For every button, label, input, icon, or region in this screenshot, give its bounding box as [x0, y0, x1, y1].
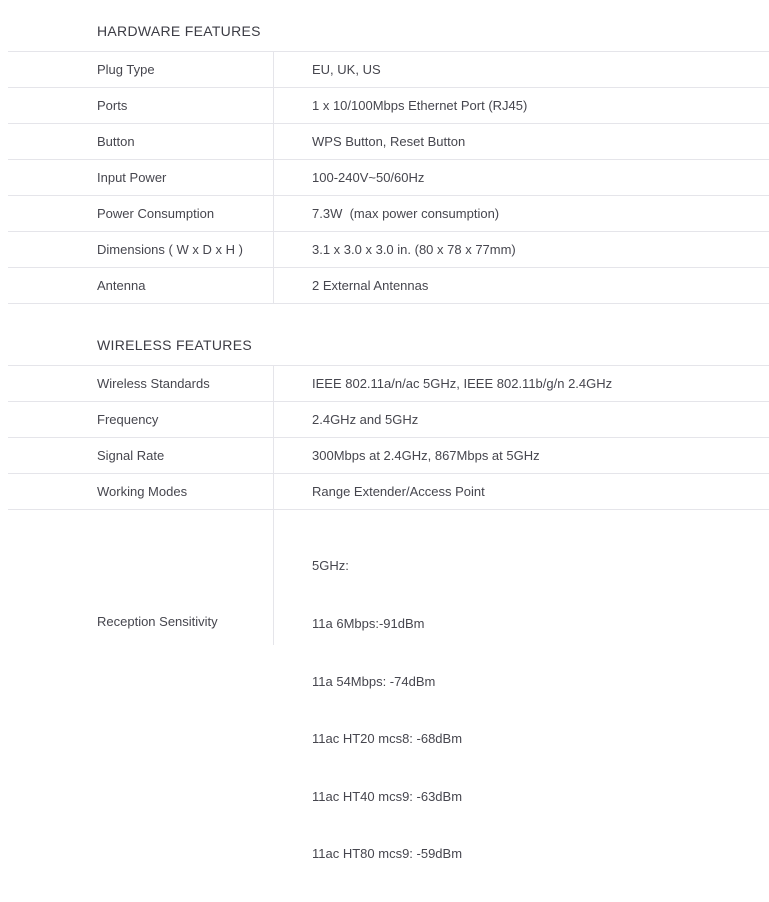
spec-value-line: 5GHz: — [312, 558, 349, 574]
spec-row-label: Plug Type — [97, 61, 155, 77]
section-title-hardware-features: HARDWARE FEATURES — [8, 0, 769, 52]
spec-row-input-power — [8, 160, 769, 196]
spec-row-power-consumption — [8, 196, 769, 232]
spec-row-wireless-standards — [8, 366, 769, 402]
spec-row-value: 100-240V~50/60Hz — [273, 160, 769, 195]
spec-row-value: 2 External Antennas — [273, 268, 769, 303]
spec-row-antenna — [8, 268, 769, 304]
spec-row-label: Working Modes — [97, 483, 188, 499]
hardware-features-section — [8, 0, 769, 304]
spec-row-value: 1 x 10/100Mbps Ethernet Port (RJ45) — [273, 88, 769, 123]
spec-value-line: 11ac HT20 mcs8: -68dBm — [312, 731, 463, 747]
spec-row-plug-type — [8, 52, 769, 88]
section-title-wireless-features: WIRELESS FEATURES — [8, 304, 769, 366]
spec-row-label: Ports — [97, 97, 128, 113]
spec-row-reception-sensitivity — [8, 510, 769, 862]
spec-value-line: 11a 6Mbps:-91dBm — [312, 616, 425, 632]
spec-row-label: Frequency — [97, 411, 159, 427]
spec-row-value: 2.4GHz and 5GHz — [273, 402, 769, 437]
spec-value-line: 11a 54Mbps: -74dBm — [312, 673, 436, 689]
spec-row-label: Input Power — [97, 169, 167, 185]
spec-row-value: IEEE 802.11a/n/ac 5GHz, IEEE 802.11b/g/n 2.4GHz — [273, 366, 769, 401]
spec-row-value: WPS Button, Reset Button — [273, 124, 769, 159]
wireless-features-section — [8, 304, 769, 862]
spec-row-value: EU, UK, US — [273, 52, 769, 87]
spec-row-label: Reception Sensitivity — [97, 614, 218, 629]
spec-row-value: 7.3W (max power consumption) — [273, 196, 769, 231]
spec-row-value: Range Extender/Access Point — [273, 474, 769, 509]
spec-row-label: Dimensions ( W x D x H ) — [97, 241, 243, 257]
spec-row-label: Power Consumption — [97, 205, 215, 221]
spec-row-value: 3.1 x 3.0 x 3.0 in. (80 x 78 x 77mm) — [273, 232, 769, 267]
spec-row-frequency — [8, 402, 769, 438]
spec-value-line: 11ac HT40 mcs9: -63dBm — [312, 788, 463, 804]
spec-row-label: Antenna — [97, 277, 146, 293]
spec-row-ports — [8, 88, 769, 124]
spec-row-signal-rate — [8, 438, 769, 474]
spec-row-value: 300Mbps at 2.4GHz, 867Mbps at 5GHz — [273, 438, 769, 473]
spec-row-button — [8, 124, 769, 160]
product-spec-page — [8, 0, 769, 862]
spec-row-dimensions — [8, 232, 769, 268]
spec-row-label: Button — [97, 133, 135, 149]
spec-row-working-modes — [8, 474, 769, 510]
spec-row-label: Signal Rate — [97, 447, 165, 463]
spec-value-line: 11ac HT80 mcs9: -59dBm — [312, 846, 463, 862]
spec-row-label: Wireless Standards — [97, 375, 210, 391]
spec-row-value — [273, 510, 769, 862]
